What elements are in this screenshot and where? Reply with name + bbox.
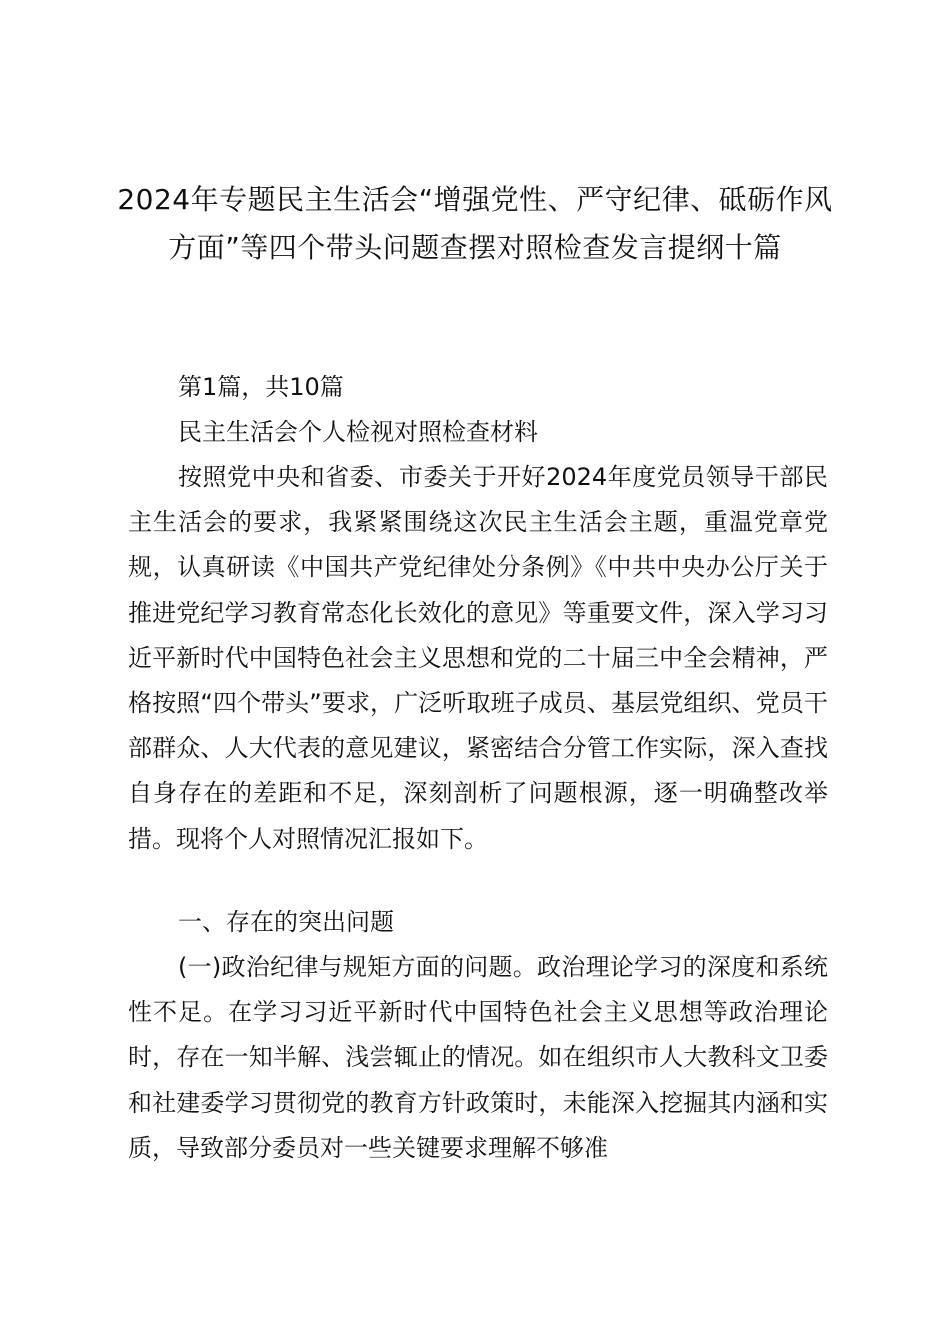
body-paragraph-1: 按照党中央和省委、市委关于开好2024年度党员领导干部民主生活会的要求，我紧紧围绕这次民主生活会主题，重温党章党规，认真研读《中国共产党纪律处分条例》《中共中央办公厅关于推进党纪学习教育常态化长效化的意见》等重要文件，深入学习习近平新时代中国特色社会主义思想和党的二十届三中全会精神，严格按照“四个带头”要求，广泛听取班子成员、基层党组织、党员干部群众、人大代表的意见建议，紧密结合分管工作实际，深入查找自身存在的差距和不足，深刻剖析了问题根源，逐一明确整改举措。现将个人对照情况汇报如下。 bbox=[128, 463, 828, 853]
document-title: 2024年专题民主生活会“增强党性、严守纪律、砥砺作风方面”等四个带头问题查摆对照检查发言提纲十篇 bbox=[117, 183, 833, 264]
article-title: 民主生活会个人检视对照检查材料 bbox=[178, 418, 538, 446]
body-paragraph-2: (一)政治纪律与规矩方面的问题。政治理论学习的深度和系统性不足。在学习习近平新时代中国特色社会主义思想等政治理论时，存在一知半解、浅尝辄止的情况。如在组织市人大教科文卫委和社建委学习贯彻党的教育方针政策时，未能深入挖掘其内涵和实质，导致部分委员对一些关键要求理解不够准 bbox=[128, 953, 828, 1162]
section-heading: 一、存在的突出问题 bbox=[178, 908, 394, 936]
part-label: 第1篇，共10篇 bbox=[178, 373, 344, 401]
